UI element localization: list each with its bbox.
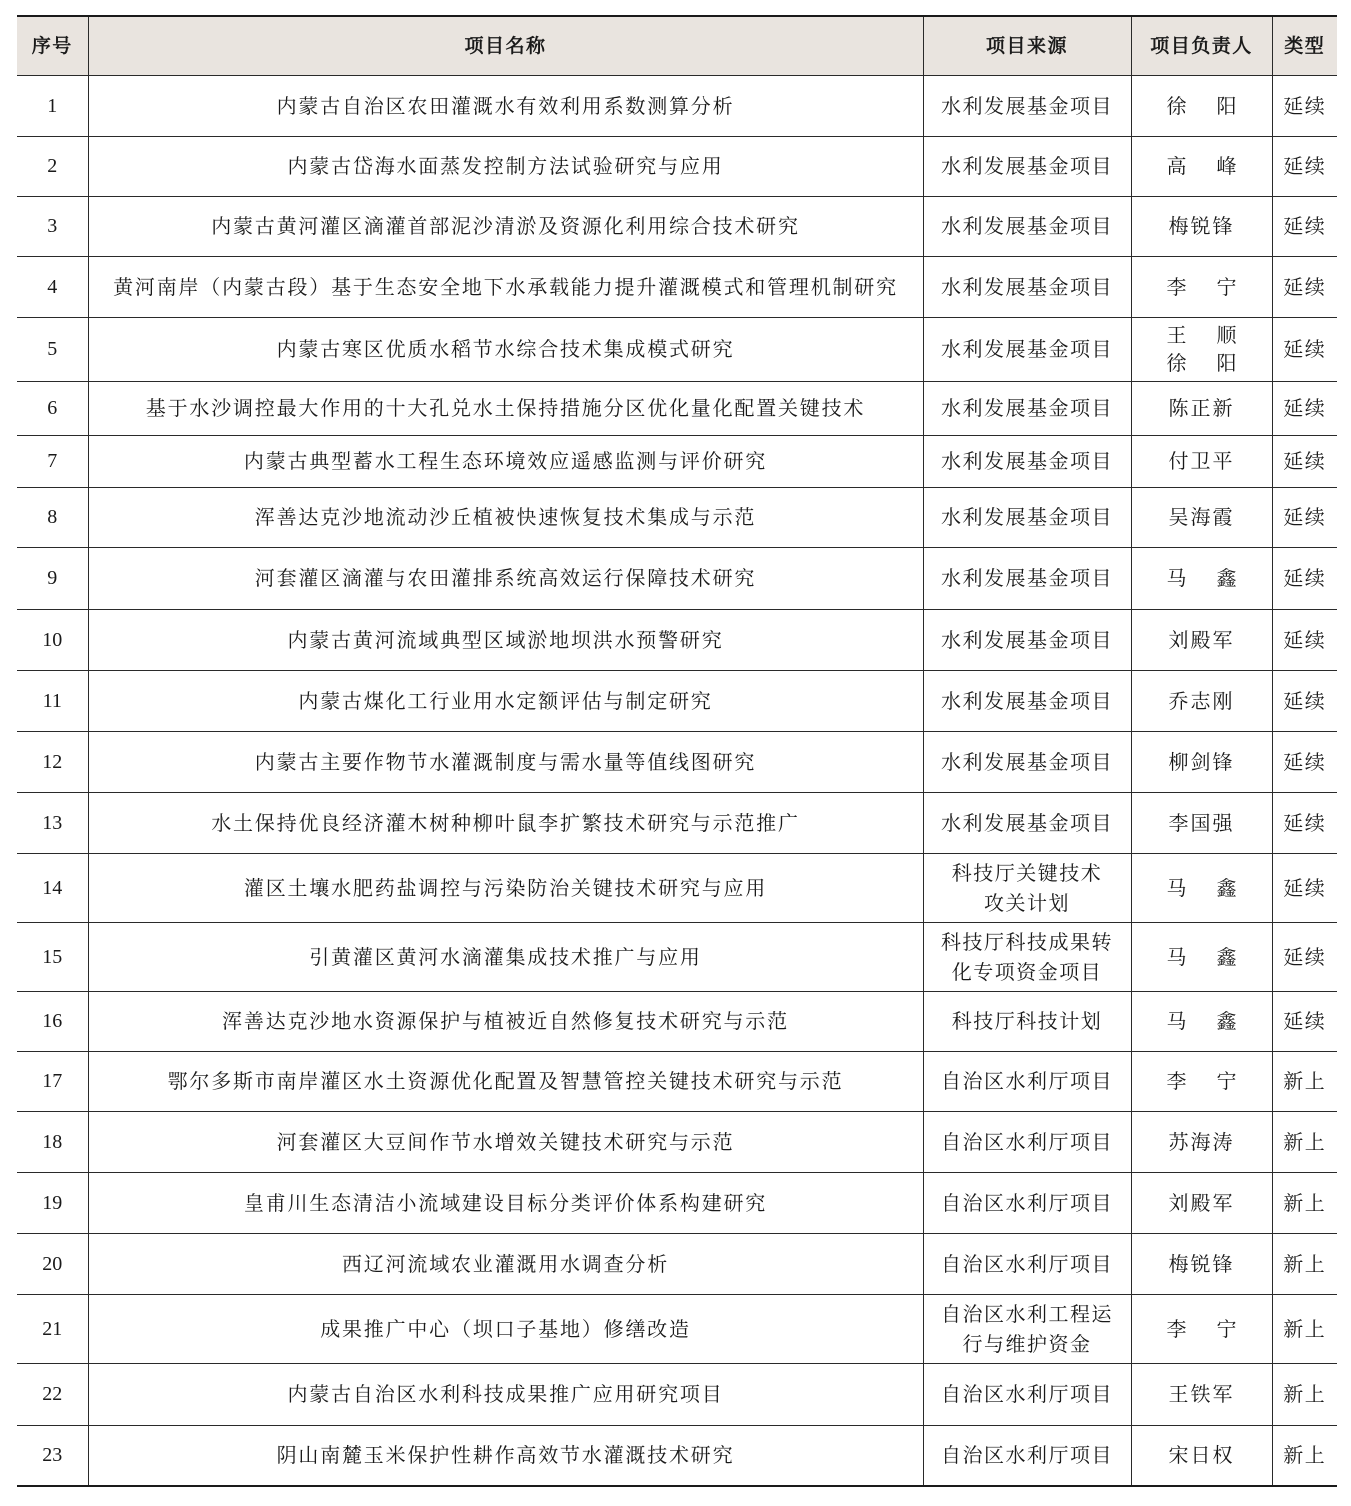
cell-project-name: 阴山南麓玉米保护性耕作高效节水灌溉技术研究 xyxy=(88,1425,923,1486)
source-line: 科技厅科技计划 xyxy=(951,1009,1103,1033)
leader-name: 徐阳 xyxy=(1166,93,1267,118)
cell-serial: 16 xyxy=(17,991,88,1051)
leader-name: 刘殿军 xyxy=(1168,1190,1235,1215)
source-line: 自治区水利厅项目 xyxy=(941,1382,1113,1406)
source-line: 水利发展基金项目 xyxy=(941,627,1113,652)
header-project-source: 项目来源 xyxy=(923,16,1131,75)
cell-project-name: 内蒙古主要作物节水灌溉制度与需水量等值线图研究 xyxy=(88,731,923,792)
source-line: 水利发展基金项目 xyxy=(941,505,1113,529)
cell-type: 延续 xyxy=(1272,435,1337,487)
table-row xyxy=(17,75,1337,136)
leader-name: 吴海霞 xyxy=(1168,505,1235,529)
cell-type: 延续 xyxy=(1272,670,1337,731)
cell-project-leader xyxy=(1131,381,1272,435)
source-line: 科技厅科技成果转 xyxy=(941,929,1113,954)
cell-project-name: 内蒙古寒区优质水稻节水综合技术集成模式研究 xyxy=(88,317,923,381)
cell-type: 延续 xyxy=(1272,256,1337,317)
leader-name: 马鑫 xyxy=(1166,1009,1267,1033)
cell-project-name: 水土保持优良经济灌木树种柳叶鼠李扩繁技术研究与示范推广 xyxy=(88,792,923,853)
table-row xyxy=(17,853,1337,922)
cell-project-leader xyxy=(1131,853,1272,922)
cell-serial: 22 xyxy=(17,1363,88,1425)
leader-name: 梅锐锋 xyxy=(1168,1251,1235,1276)
cell-serial: 7 xyxy=(17,435,88,487)
cell-project-leader xyxy=(1131,1233,1272,1294)
leader-name: 梅锐锋 xyxy=(1168,214,1235,238)
leader-name: 马鑫 xyxy=(1166,944,1267,969)
cell-project-name: 皇甫川生态清洁小流域建设目标分类评价体系构建研究 xyxy=(88,1172,923,1233)
cell-project-name: 灌区土壤水肥药盐调控与污染防治关键技术研究与应用 xyxy=(88,853,923,922)
table-header xyxy=(17,16,1337,75)
project-table-container xyxy=(17,15,1337,1487)
table-row xyxy=(17,256,1337,317)
table-row xyxy=(17,1294,1337,1363)
cell-project-leader xyxy=(1131,1294,1272,1363)
cell-type: 延续 xyxy=(1272,922,1337,991)
cell-project-leader xyxy=(1131,991,1272,1051)
cell-project-name: 浑善达克沙地流动沙丘植被快速恢复技术集成与示范 xyxy=(88,487,923,547)
table-row xyxy=(17,487,1337,547)
cell-serial: 14 xyxy=(17,853,88,922)
source-line: 行与维护资金 xyxy=(962,1331,1092,1356)
cell-project-name: 成果推广中心（坝口子基地）修缮改造 xyxy=(88,1294,923,1363)
table-row xyxy=(17,381,1337,435)
cell-type: 新上 xyxy=(1272,1172,1337,1233)
cell-project-name: 内蒙古岱海水面蒸发控制方法试验研究与应用 xyxy=(88,136,923,196)
cell-type: 延续 xyxy=(1272,547,1337,609)
cell-serial: 4 xyxy=(17,256,88,317)
leader-name: 王铁军 xyxy=(1168,1382,1235,1406)
header-project-leader: 项目负责人 xyxy=(1131,16,1272,75)
cell-project-source xyxy=(923,1051,1131,1111)
cell-serial: 3 xyxy=(17,196,88,256)
cell-type: 延续 xyxy=(1272,317,1337,381)
leader-name: 李宁 xyxy=(1166,1316,1267,1341)
cell-project-leader xyxy=(1131,256,1272,317)
table-body xyxy=(17,75,1337,1486)
cell-serial: 10 xyxy=(17,609,88,670)
cell-project-source xyxy=(923,1425,1131,1486)
cell-project-leader xyxy=(1131,196,1272,256)
table-row xyxy=(17,670,1337,731)
cell-project-leader xyxy=(1131,609,1272,670)
cell-project-source xyxy=(923,547,1131,609)
cell-project-name: 黄河南岸（内蒙古段）基于生态安全地下水承载能力提升灌溉模式和管理机制研究 xyxy=(88,256,923,317)
leader-name: 李宁 xyxy=(1166,274,1267,299)
leader-name: 王顺 xyxy=(1166,323,1267,347)
leader-name: 陈正新 xyxy=(1168,396,1235,420)
source-line: 化专项资金项目 xyxy=(951,959,1103,984)
cell-serial: 12 xyxy=(17,731,88,792)
leader-name: 刘殿军 xyxy=(1168,627,1235,652)
cell-type: 延续 xyxy=(1272,991,1337,1051)
source-line: 水利发展基金项目 xyxy=(941,396,1113,420)
cell-project-leader xyxy=(1131,1172,1272,1233)
leader-name: 马鑫 xyxy=(1166,875,1267,900)
cell-project-name: 基于水沙调控最大作用的十大孔兑水土保持措施分区优化量化配置关键技术 xyxy=(88,381,923,435)
source-line: 自治区水利厅项目 xyxy=(941,1443,1113,1468)
cell-serial: 5 xyxy=(17,317,88,381)
cell-project-source xyxy=(923,435,1131,487)
cell-serial: 21 xyxy=(17,1294,88,1363)
cell-project-name: 内蒙古黄河流域典型区域淤地坝洪水预警研究 xyxy=(88,609,923,670)
table-row xyxy=(17,922,1337,991)
cell-project-source xyxy=(923,1294,1131,1363)
cell-serial: 19 xyxy=(17,1172,88,1233)
cell-serial: 2 xyxy=(17,136,88,196)
cell-serial: 17 xyxy=(17,1051,88,1111)
table-row xyxy=(17,435,1337,487)
source-line: 自治区水利厅项目 xyxy=(941,1190,1113,1215)
cell-project-leader xyxy=(1131,1111,1272,1172)
source-line: 水利发展基金项目 xyxy=(941,214,1113,238)
cell-project-name: 河套灌区滴灌与农田灌排系统高效运行保障技术研究 xyxy=(88,547,923,609)
source-line: 水利发展基金项目 xyxy=(941,337,1113,361)
source-line: 自治区水利厅项目 xyxy=(941,1069,1113,1093)
table-row xyxy=(17,136,1337,196)
table-row xyxy=(17,317,1337,381)
source-line: 水利发展基金项目 xyxy=(941,93,1113,118)
cell-project-leader xyxy=(1131,547,1272,609)
cell-project-source xyxy=(923,1233,1131,1294)
cell-project-source xyxy=(923,1172,1131,1233)
cell-serial: 23 xyxy=(17,1425,88,1486)
cell-type: 延续 xyxy=(1272,196,1337,256)
leader-name: 徐阳 xyxy=(1166,351,1267,375)
leader-name: 高峰 xyxy=(1166,154,1267,178)
leader-name: 李国强 xyxy=(1168,810,1235,835)
cell-project-source xyxy=(923,256,1131,317)
source-line: 水利发展基金项目 xyxy=(941,688,1113,713)
cell-project-name: 浑善达克沙地水资源保护与植被近自然修复技术研究与示范 xyxy=(88,991,923,1051)
cell-project-name: 引黄灌区黄河水滴灌集成技术推广与应用 xyxy=(88,922,923,991)
cell-project-source xyxy=(923,196,1131,256)
source-line: 水利发展基金项目 xyxy=(941,566,1113,590)
leader-name: 宋日权 xyxy=(1168,1443,1235,1468)
cell-project-source xyxy=(923,853,1131,922)
cell-project-source xyxy=(923,991,1131,1051)
table-row xyxy=(17,1363,1337,1425)
table-row xyxy=(17,1233,1337,1294)
cell-serial: 18 xyxy=(17,1111,88,1172)
cell-serial: 20 xyxy=(17,1233,88,1294)
cell-project-leader xyxy=(1131,1363,1272,1425)
cell-project-source xyxy=(923,317,1131,381)
cell-project-source xyxy=(923,381,1131,435)
cell-type: 新上 xyxy=(1272,1363,1337,1425)
project-table xyxy=(17,15,1337,1487)
source-line: 水利发展基金项目 xyxy=(941,749,1113,774)
leader-name: 李宁 xyxy=(1166,1069,1267,1093)
cell-type: 新上 xyxy=(1272,1294,1337,1363)
cell-project-source xyxy=(923,75,1131,136)
cell-project-source xyxy=(923,136,1131,196)
cell-project-leader xyxy=(1131,922,1272,991)
cell-serial: 8 xyxy=(17,487,88,547)
cell-serial: 6 xyxy=(17,381,88,435)
cell-project-source xyxy=(923,731,1131,792)
table-row xyxy=(17,731,1337,792)
leader-name: 马鑫 xyxy=(1166,566,1267,590)
table-row xyxy=(17,196,1337,256)
source-line: 水利发展基金项目 xyxy=(941,274,1113,299)
cell-project-source xyxy=(923,792,1131,853)
header-project-name: 项目名称 xyxy=(88,16,923,75)
cell-project-name: 内蒙古自治区农田灌溉水有效利用系数测算分析 xyxy=(88,75,923,136)
cell-type: 新上 xyxy=(1272,1111,1337,1172)
cell-serial: 11 xyxy=(17,670,88,731)
cell-project-leader xyxy=(1131,1425,1272,1486)
cell-project-name: 内蒙古黄河灌区滴灌首部泥沙清淤及资源化利用综合技术研究 xyxy=(88,196,923,256)
cell-project-source xyxy=(923,609,1131,670)
cell-project-name: 内蒙古煤化工行业用水定额评估与制定研究 xyxy=(88,670,923,731)
cell-project-name: 鄂尔多斯市南岸灌区水土资源优化配置及智慧管控关键技术研究与示范 xyxy=(88,1051,923,1111)
cell-project-source xyxy=(923,1363,1131,1425)
cell-project-source xyxy=(923,1111,1131,1172)
table-row xyxy=(17,991,1337,1051)
cell-project-source xyxy=(923,922,1131,991)
cell-project-leader xyxy=(1131,435,1272,487)
leader-name: 付卫平 xyxy=(1168,449,1235,473)
cell-project-leader xyxy=(1131,792,1272,853)
cell-project-leader xyxy=(1131,487,1272,547)
leader-name: 乔志刚 xyxy=(1168,688,1235,713)
cell-type: 延续 xyxy=(1272,853,1337,922)
source-line: 水利发展基金项目 xyxy=(941,810,1113,835)
source-line: 水利发展基金项目 xyxy=(941,154,1113,178)
cell-serial: 13 xyxy=(17,792,88,853)
cell-project-name: 内蒙古自治区水利科技成果推广应用研究项目 xyxy=(88,1363,923,1425)
cell-project-source xyxy=(923,670,1131,731)
table-row xyxy=(17,1111,1337,1172)
table-row xyxy=(17,1172,1337,1233)
cell-project-leader xyxy=(1131,75,1272,136)
cell-type: 延续 xyxy=(1272,136,1337,196)
cell-serial: 15 xyxy=(17,922,88,991)
cell-type: 延续 xyxy=(1272,731,1337,792)
cell-project-name: 西辽河流域农业灌溉用水调查分析 xyxy=(88,1233,923,1294)
cell-type: 延续 xyxy=(1272,609,1337,670)
source-line: 攻关计划 xyxy=(984,890,1070,915)
cell-serial: 1 xyxy=(17,75,88,136)
cell-project-leader xyxy=(1131,731,1272,792)
cell-project-leader xyxy=(1131,317,1272,381)
table-row xyxy=(17,609,1337,670)
source-line: 科技厅关键技术 xyxy=(951,860,1103,885)
leader-name: 柳剑锋 xyxy=(1168,749,1235,774)
table-row xyxy=(17,1051,1337,1111)
leader-name: 苏海涛 xyxy=(1168,1129,1235,1154)
cell-project-leader xyxy=(1131,1051,1272,1111)
cell-type: 延续 xyxy=(1272,792,1337,853)
cell-type: 延续 xyxy=(1272,75,1337,136)
cell-project-leader xyxy=(1131,136,1272,196)
header-serial: 序号 xyxy=(17,16,88,75)
source-line: 水利发展基金项目 xyxy=(941,449,1113,473)
header-type: 类型 xyxy=(1272,16,1337,75)
cell-type: 新上 xyxy=(1272,1425,1337,1486)
table-row xyxy=(17,1425,1337,1486)
cell-project-name: 河套灌区大豆间作节水增效关键技术研究与示范 xyxy=(88,1111,923,1172)
source-line: 自治区水利厅项目 xyxy=(941,1129,1113,1154)
source-line: 自治区水利工程运 xyxy=(941,1301,1113,1326)
header-row xyxy=(17,16,1337,75)
cell-project-leader xyxy=(1131,670,1272,731)
cell-project-source xyxy=(923,487,1131,547)
source-line: 自治区水利厅项目 xyxy=(941,1251,1113,1276)
cell-type: 新上 xyxy=(1272,1233,1337,1294)
cell-type: 延续 xyxy=(1272,381,1337,435)
cell-type: 新上 xyxy=(1272,1051,1337,1111)
table-row xyxy=(17,547,1337,609)
table-row xyxy=(17,792,1337,853)
cell-type: 延续 xyxy=(1272,487,1337,547)
cell-project-name: 内蒙古典型蓄水工程生态环境效应遥感监测与评价研究 xyxy=(88,435,923,487)
cell-serial: 9 xyxy=(17,547,88,609)
